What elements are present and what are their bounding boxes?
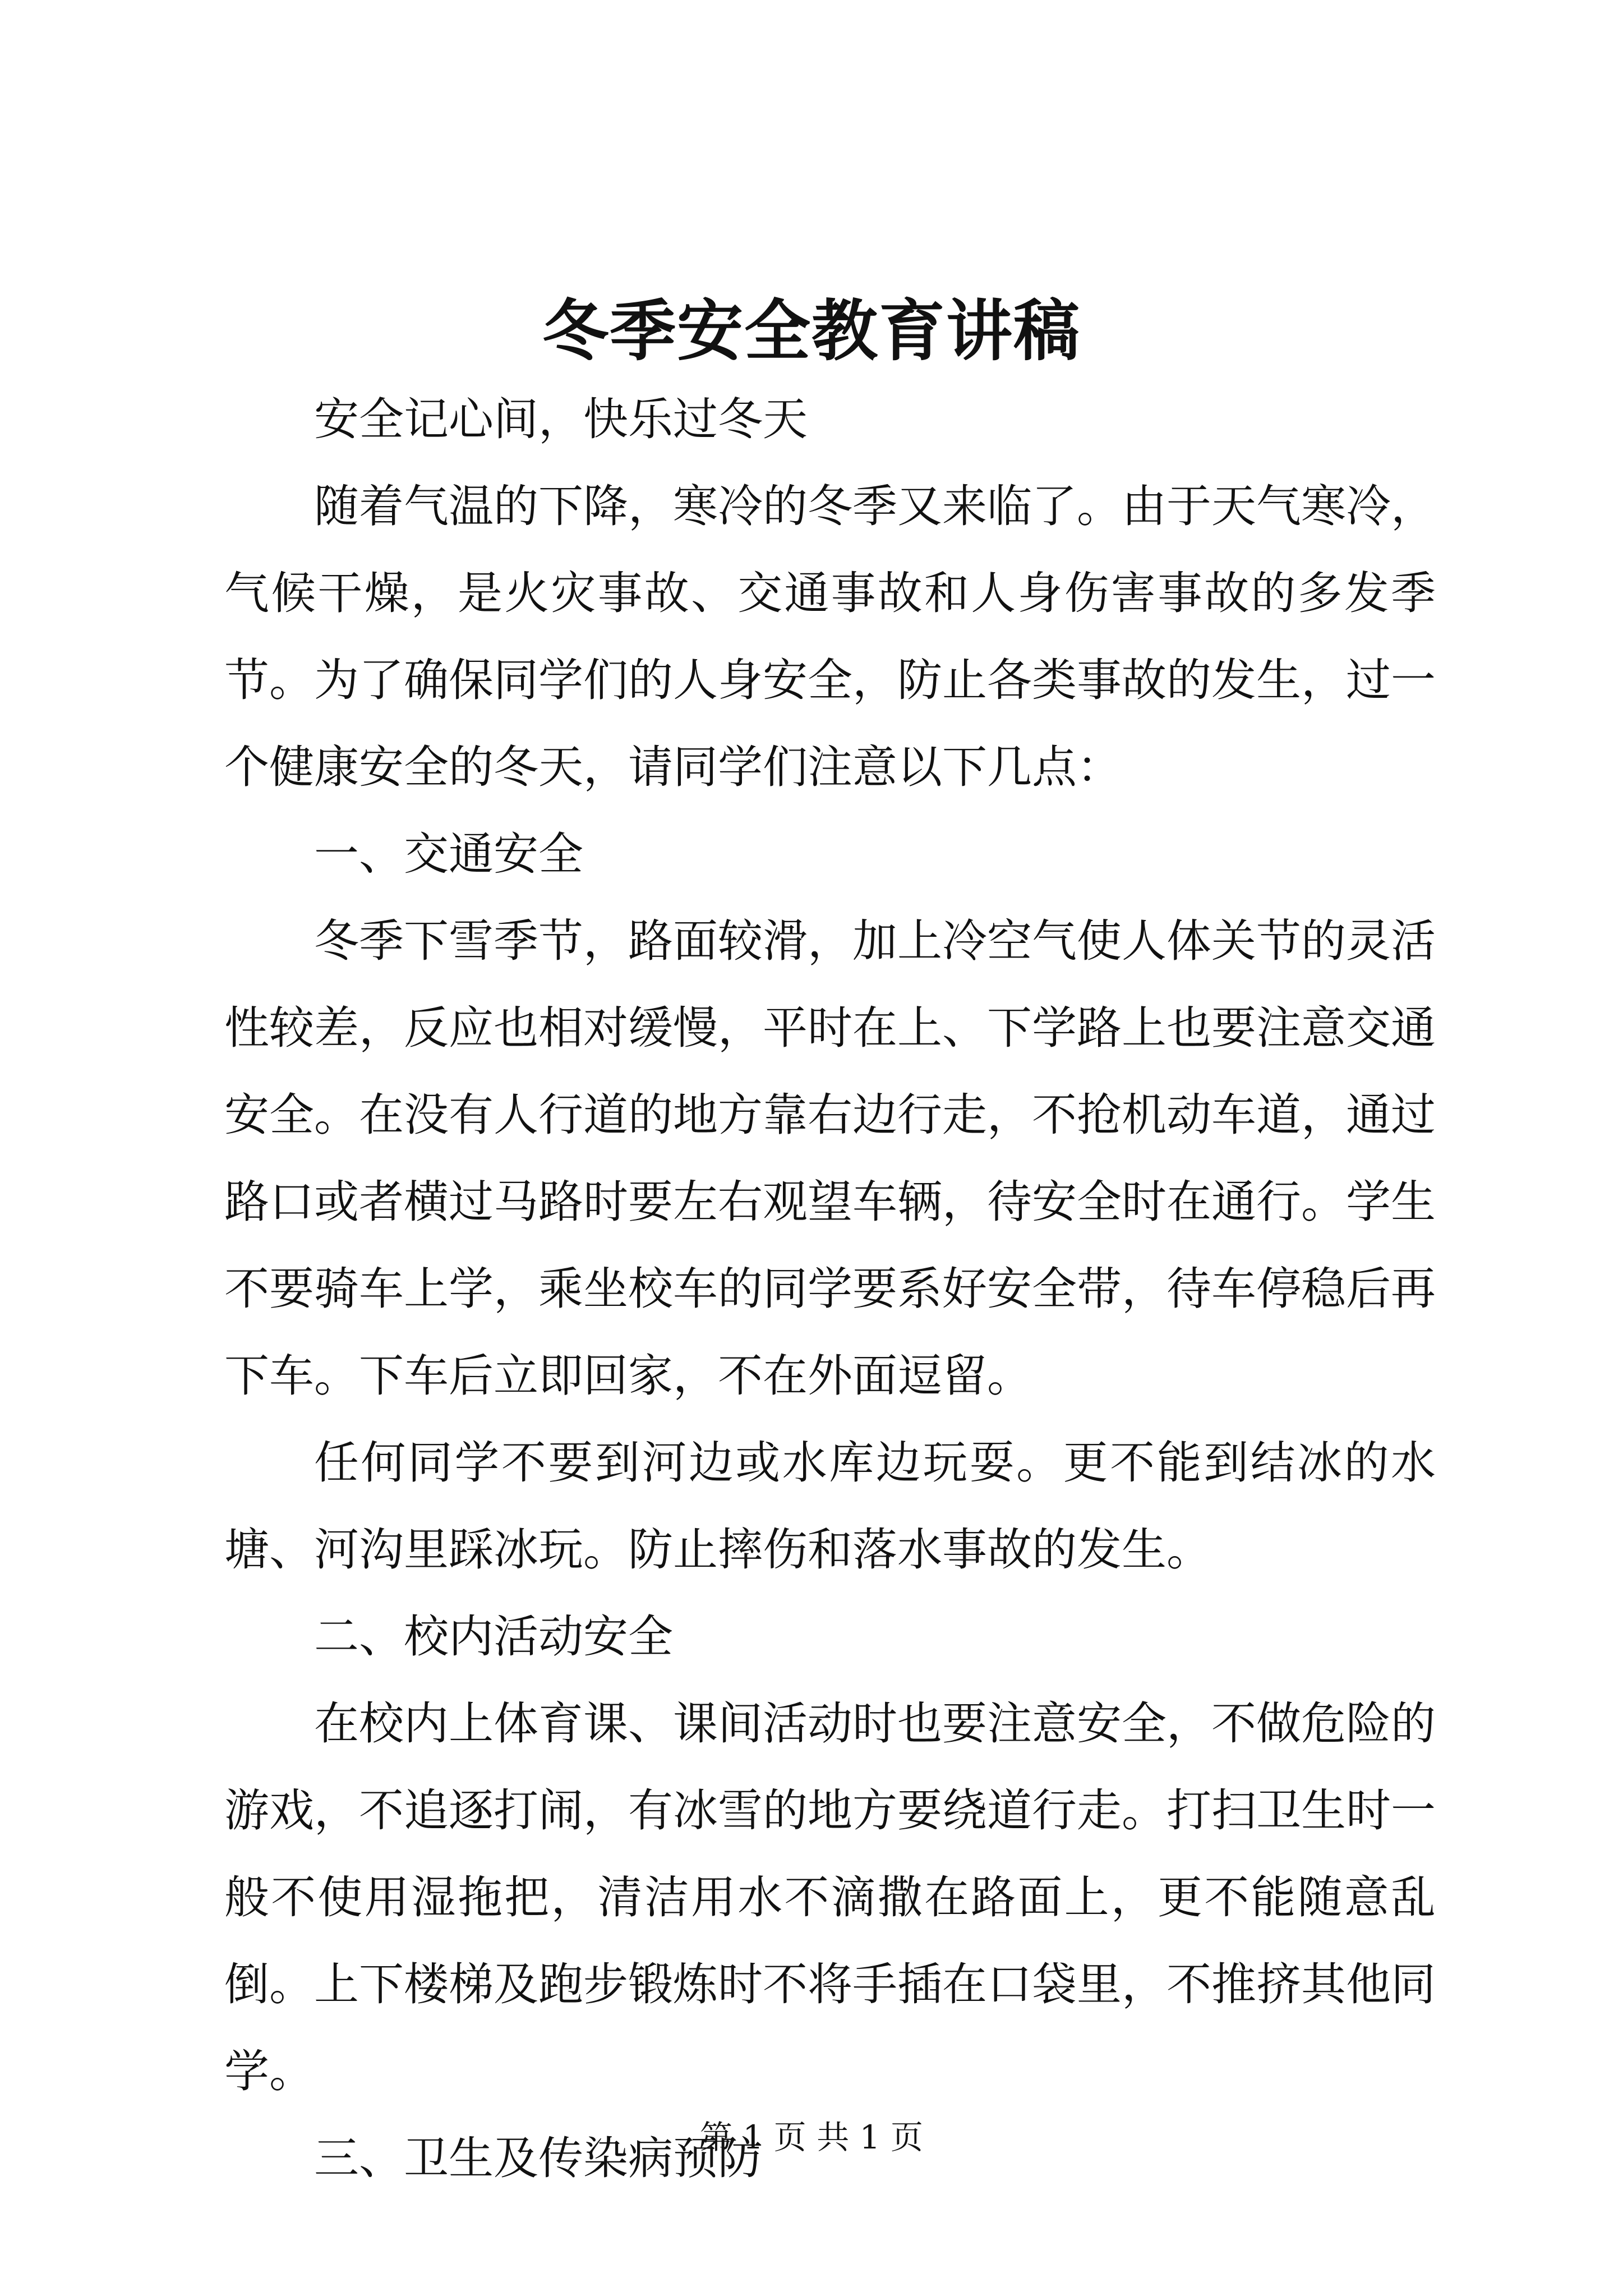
section-heading-campus-safety: 二、校内活动安全 [314, 1611, 673, 1663]
document-body [224, 376, 1436, 2202]
page-footer: 第 1 页 共 1 页 [700, 2118, 923, 2156]
paragraph-traffic-safety: 冬季下雪季节，路面较滑，加上冷空气使人体关节的灵活性较差，反应也相对缓慢，平时在上、下学路上也要注意交通安全。在没有人行道的地方靠右边行走，不抢机动车道，通过路口或者横过马路时要左右观望车辆，待安全时在通行。学生不要骑车上学，乘坐校车的同学要系好安全带，待车停稳后再下车。下车后立即回家，不在外面逗留。 [224, 915, 1436, 1402]
paragraph-campus-safety: 在校内上体育课、课间活动时也要注意安全，不做危险的游戏，不追逐打闹，有冰雪的地方要绕道行走。打扫卫生时一般不使用湿拖把，清洁用水不滴撒在路面上，更不能随意乱倒。上下楼梯及跑步锻炼时不将手插在口袋里，不推挤其他同学。 [224, 1697, 1436, 2097]
paragraph-subtitle: 安全记心间，快乐过冬天 [314, 393, 808, 445]
paragraph-intro: 随着气温的下降，寒冷的冬季又来临了。由于天气寒冷，气候干燥，是火灾事故、交通事故和人身伤害事故的多发季节。为了确保同学们的人身安全，防止各类事故的发生，过一个健康安全的冬天，请同学们注意以下几点： [224, 480, 1436, 793]
paragraph-water-safety: 任何同学不要到河边或水库边玩耍。更不能到结冰的水塘、河沟里踩冰玩。防止摔伤和落水事故的发生。 [224, 1437, 1436, 1576]
section-heading-hygiene: 三、卫生及传染病预防 [314, 2132, 763, 2184]
document-title: 冬季安全教育讲稿 [542, 292, 1081, 370]
section-heading-traffic-safety: 一、交通安全 [314, 828, 583, 880]
